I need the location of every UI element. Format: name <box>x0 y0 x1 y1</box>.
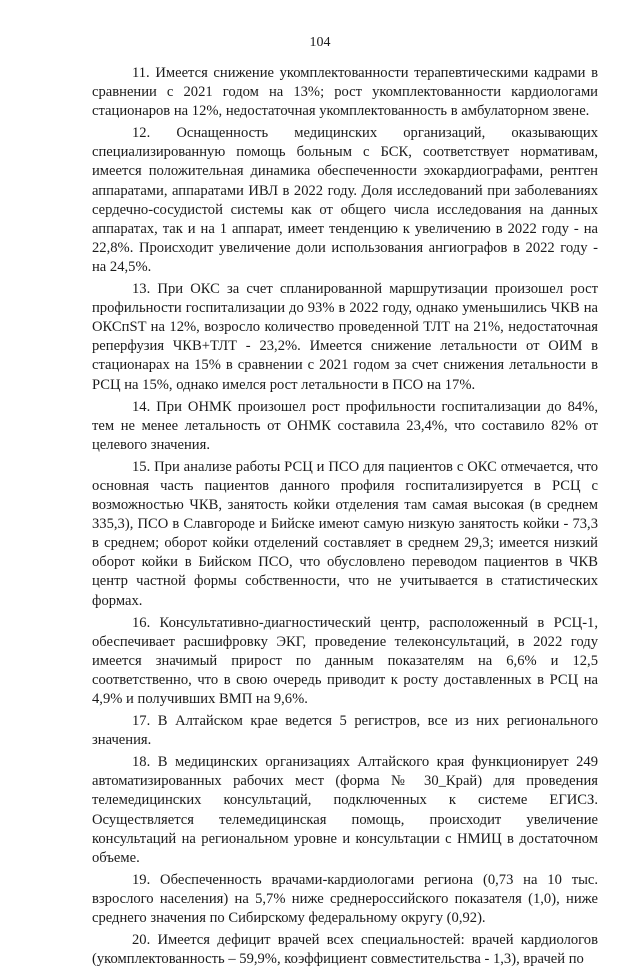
paragraph-11: 11. Имеется снижение укомплектованности терапевтическими кадрами в сравнении с 2021 годом на 13%; рост укомплектованности кардиологами стационаров на 12%, недостаточная укомплектованность в амбулаторном звене. <box>92 65 598 120</box>
paragraph-14: 14. При ОНМК произошел рост профильности госпитализации до 84%, тем не менее летальность от ОНМК составила 23,4%, что составило 82% от целевого значения. <box>92 398 598 453</box>
paragraph-20: 20. Имеется дефицит врачей всех специальностей: врачей кардиологов (укомплектованность – 59,9%, коэффициент совместительства - 1,3), врачей по <box>92 932 598 968</box>
paragraph-13: 13. При ОКС за счет спланированной маршрутизации произошел рост профильности госпитализации до 93% в 2022 году, однако уменьшились ЧКВ на ОКСпST на 12%, возросло количество проведенной ТЛТ на 21%, недостаточная реперфузия ЧКВ+ТЛТ - 23,2%. Имеется снижение летальности от ОИМ в стационарах на 15% в сравнении с 2021 годом за счет снижения летальности в РСЦ на 15%, однако имелся рост летальности в ПСО на 17%. <box>92 281 598 393</box>
paragraph-16: 16. Консультативно-диагностический центр, расположенный в РСЦ-1, обеспечивает расшифровку ЭКГ, проведение телеконсультаций, в 2022 году имеется значимый прирост по данным показателям на 6,6% и 12,5 соответственно, что в свою очередь приводит к росту доставленных в РСЦ на 4,9% и получивших ВМП на 9,6%. <box>92 614 598 707</box>
paragraph-12: 12. Оснащенность медицинских организаций, оказывающих специализированную помощь больным с БСК, соответствует нормативам, имеется положительная динамика обеспеченности эхокардиографами, рентген аппаратами, аппаратами ИВЛ в 2022 году. Доля исследований при заболеваниях сердечно-сосудистой системы как от общего числа исследования на данных аппаратах, так и на 1 аппарат, имеет тенденцию к увеличению в 2022 году - на 22,8%. Происходит увеличение доли использования ангиографов в 2022 году - на 24,5%. <box>92 125 598 275</box>
paragraph-15: 15. При анализе работы РСЦ и ПСО для пациентов с ОКС отмечается, что основная часть пациентов данного профиля госпитализируется в РСЦ с возможностью ЧКВ, занятость койки отделения там самая высокая (в среднем 335,3), ПСО в Славгороде и Бийске имеют самую низкую занятость койки - 73,3 в среднем; оборот койки отделений составляет в среднем 29,3; имеется низкий оборот койки в Бийском ПСО, что обусловлено переводом пациентов в ЧКВ центр частной формы собственности, что не учитывается в статистических формах. <box>92 458 598 609</box>
paragraph-18: 18. В медицинских организациях Алтайского края функционирует 249 автоматизированных рабочих мест (форма № 30_Край) для проведения телемедицинских консультаций, подключенных к системе ЕГИСЗ. Осуществляется телемедицинская помощь, происходит увеличение консультаций на региональном уровне и консультации с НМИЦ в достаточном объеме. <box>92 754 598 866</box>
document-body <box>92 64 598 972</box>
page-number: 104 <box>309 35 331 50</box>
paragraph-19: 19. Обеспеченность врачами-кардиологами региона (0,73 на 10 тыс. взрослого населения) на 5,7% ниже среднероссийского показателя (1,0), ниже среднего значения по Сибирскому федеральному округу (0,92). <box>92 871 598 927</box>
paragraph-17: 17. В Алтайском крае ведется 5 регистров, все из них регионального значения. <box>92 713 598 749</box>
